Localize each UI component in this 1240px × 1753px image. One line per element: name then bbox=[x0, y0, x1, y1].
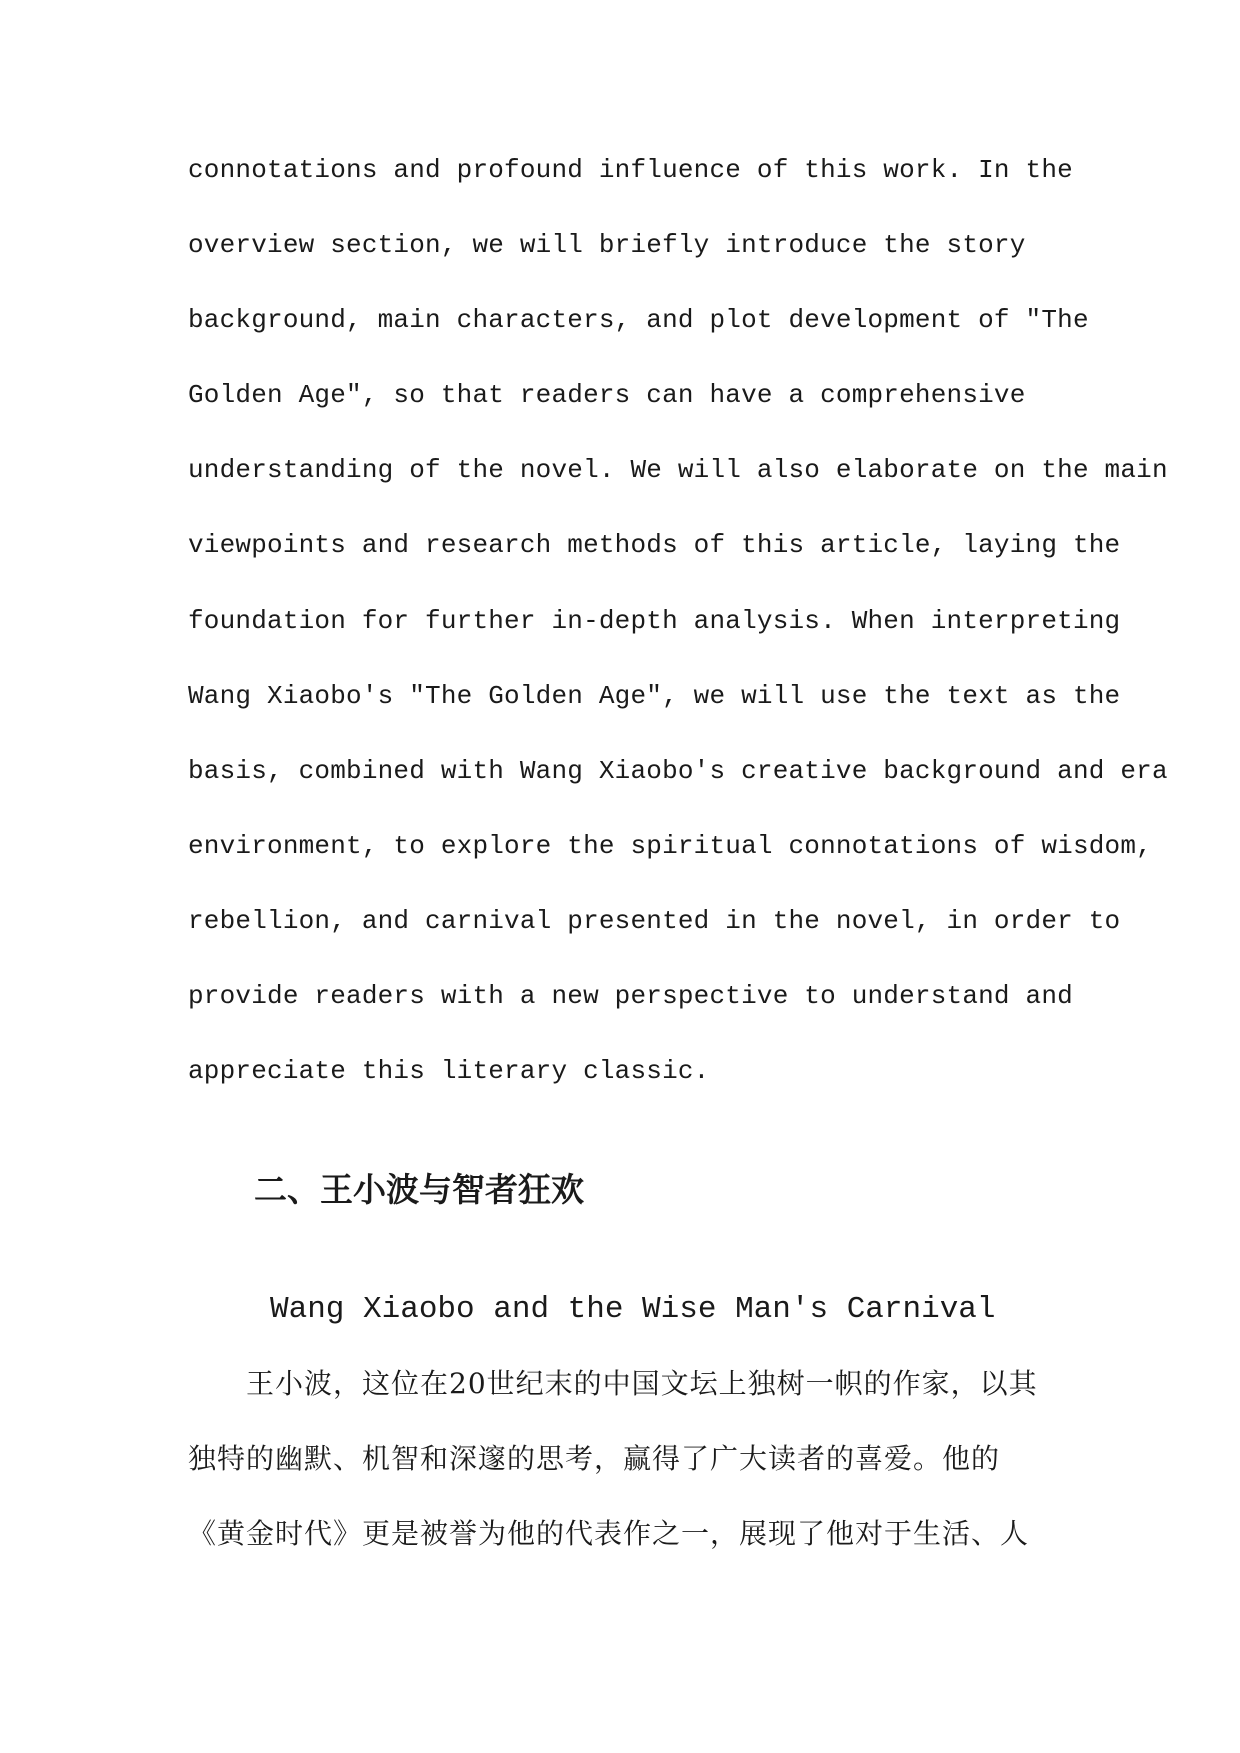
body-text-line: connotations and profound influence of this work. In the bbox=[188, 155, 1073, 185]
body-text-line: provide readers with a new perspective to understand and bbox=[188, 981, 1073, 1011]
body-text-line: understanding of the novel. We will also elaborate on the main bbox=[188, 455, 1168, 485]
body-text-line: environment, to explore the spiritual connotations of wisdom, bbox=[188, 831, 1152, 861]
body-text-line: rebellion, and carnival presented in the novel, in order to bbox=[188, 906, 1121, 936]
section-heading-english: Wang Xiaobo and the Wise Man's Carnival bbox=[270, 1292, 996, 1327]
body-text-line: appreciate this literary classic. bbox=[188, 1056, 710, 1086]
chinese-body-line: 《黄金时代》更是被誉为他的代表作之一，展现了他对于生活、人 bbox=[188, 1517, 1030, 1550]
chinese-body-line: 独特的幽默、机智和深邃的思考，赢得了广大读者的喜爱。他的 bbox=[188, 1442, 1001, 1475]
body-text-line: basis, combined with Wang Xiaobo's creative background and era bbox=[188, 756, 1168, 786]
chinese-body-line: 王小波，这位在20世纪末的中国文坛上独树一帜的作家，以其 bbox=[246, 1367, 1038, 1400]
body-text-line: Wang Xiaobo's "The Golden Age", we will use the text as the bbox=[188, 681, 1121, 711]
body-text-line: viewpoints and research methods of this article, laying the bbox=[188, 530, 1121, 560]
body-text-line: overview section, we will briefly introduce the story bbox=[188, 230, 1026, 260]
body-text-line: foundation for further in-depth analysis. When interpreting bbox=[188, 606, 1121, 636]
body-text-line: background, main characters, and plot development of "The bbox=[188, 305, 1089, 335]
section-heading-chinese: 二、王小波与智者狂欢 bbox=[254, 1170, 584, 1209]
body-text-line: Golden Age", so that readers can have a comprehensive bbox=[188, 380, 1026, 410]
